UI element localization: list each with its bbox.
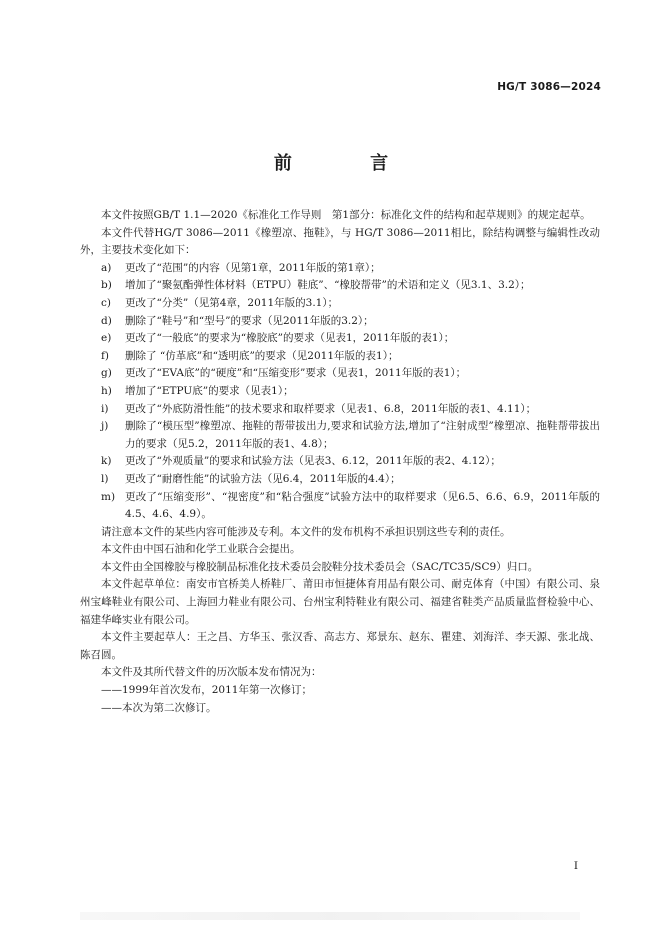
list-item <box>80 260 600 278</box>
document-code: HG/T 3086—2024 <box>497 81 601 93</box>
foreword-body <box>80 207 600 717</box>
list-item <box>80 313 600 331</box>
list-text: 增加了“聚氨酯弹性体材料（ETPU）鞋底”、“橡胶帮带”的术语和定义（见3.1、3.2）； <box>125 279 531 292</box>
list-marker: d) <box>101 314 112 327</box>
list-text: 更改了“外观质量”的要求和试验方法（见表3、6.12，2011年版的表2、4.12）； <box>125 455 501 468</box>
list-marker: m) <box>101 490 116 503</box>
list-marker: i) <box>101 402 109 415</box>
list-text: 增加了“ETPU底”的要求（见表1）； <box>125 384 294 397</box>
list-marker: k) <box>101 455 112 468</box>
list-marker: l) <box>101 472 109 485</box>
list-marker: h) <box>101 384 112 397</box>
list-marker: j) <box>101 420 109 433</box>
history-item: ——本次为第二次修订。 <box>101 701 217 714</box>
paragraph-drafting-rules: 本文件按照GB/T 1.1—2020《标准化工作导则 第1部分：标准化文件的结构和起草规则》的规定起草。 <box>101 209 591 221</box>
list-text: 更改了“外底防滑性能”的技术要求和取样要求（见表1、6.8，2011年版的表1、4.11）； <box>125 402 537 415</box>
list-text: 更改了“一般底”的要求为“橡胶底”的要求（见表1，2011年版的表1）； <box>125 332 455 345</box>
list-text: 删除了“鞋号”和“型号”的要求（见2011年版的3.2）； <box>125 314 374 327</box>
list-text: 更改了“压缩变形”、“视密度”和“粘合强度”试验方法中的取样要求（见6.5、6.6、6.9，2011年版的4.5、4.6、4.9）。 <box>125 490 600 521</box>
paragraph-drafters: 本文件主要起草人：王之昌、方华玉、张汉香、高志方、郑景东、赵东、瞿建、刘海洋、李天源、张北战、陈召圆。 <box>80 631 600 661</box>
list-marker: a) <box>101 261 112 274</box>
list-text: 更改了“耐磨性能”的试验方法（见6.4，2011年版的4.4）； <box>125 472 401 485</box>
list-item <box>80 330 600 348</box>
page-title: 前 言 <box>273 153 425 174</box>
list-item <box>80 453 600 471</box>
page-number: I <box>573 860 578 872</box>
changes-list <box>80 260 600 524</box>
list-item <box>80 489 600 524</box>
paragraph-replaces: 本文件代替HG/T 3086—2011《橡塑凉、拖鞋》，与 HG/T 3086—2011相比，除结构调整与编辑性改动外，主要技术变化如下： <box>80 226 600 257</box>
list-item <box>80 401 600 419</box>
list-marker: f) <box>101 349 109 362</box>
list-marker: c) <box>101 296 111 309</box>
list-text: 删除了 “仿革底”和“透明底”的要求（见2011年版的表1）； <box>125 349 399 362</box>
list-item <box>80 295 600 313</box>
list-item <box>80 348 600 366</box>
footer-watermark-strip <box>80 912 580 920</box>
list-item <box>80 365 600 383</box>
list-item <box>80 277 600 295</box>
paragraph-proposed-by: 本文件由中国石油和化学工业联合会提出。 <box>101 543 301 556</box>
list-marker: b) <box>101 279 112 292</box>
list-marker: g) <box>101 367 112 380</box>
list-text: 更改了“范围”的内容（见第1章，2011年版的第1章）； <box>125 261 381 274</box>
history-item: ——1999年首次发布，2011年第一次修订； <box>101 684 312 697</box>
paragraph-history-intro: 本文件及其所代替文件的历次版本发布情况为： <box>101 666 322 679</box>
list-marker: e) <box>101 332 112 345</box>
paragraph-administered-by: 本文件由全国橡胶与橡胶制品标准化技术委员会胶鞋分技术委员会（SAC/TC35/SC9）归口。 <box>101 560 539 573</box>
list-text: 更改了“分类”（见第4章，2011年版的3.1）； <box>125 296 339 309</box>
list-text: 更改了“EVA底”的“硬度”和“压缩变形”要求（见表1，2011年版的表1）； <box>125 367 467 380</box>
list-item <box>80 418 600 453</box>
list-item <box>80 471 600 489</box>
paragraph-drafting-units: 本文件起草单位：南安市官桥美人桥鞋厂、莆田市恒捷体育用品有限公司、耐克体育（中国）有限公司、泉州宝峰鞋业有限公司、上海回力鞋业有限公司、台州宝利特鞋业有限公司、福建省鞋类产品质量监督检验中心、福建华峰实业有限公司。 <box>80 578 600 626</box>
list-item <box>80 383 600 401</box>
list-text: 删除了“模压型”橡塑凉、拖鞋的帮带拔出力,要求和试验方法,增加了“注射成型”橡塑凉、拖鞋帮带拔出力的要求（见5.2，2011年版的表1、4.8）； <box>125 420 600 450</box>
paragraph-patent-notice: 请注意本文件的某些内容可能涉及专利。本文件的发布机构不承担识别这些专利的责任。 <box>101 525 511 538</box>
